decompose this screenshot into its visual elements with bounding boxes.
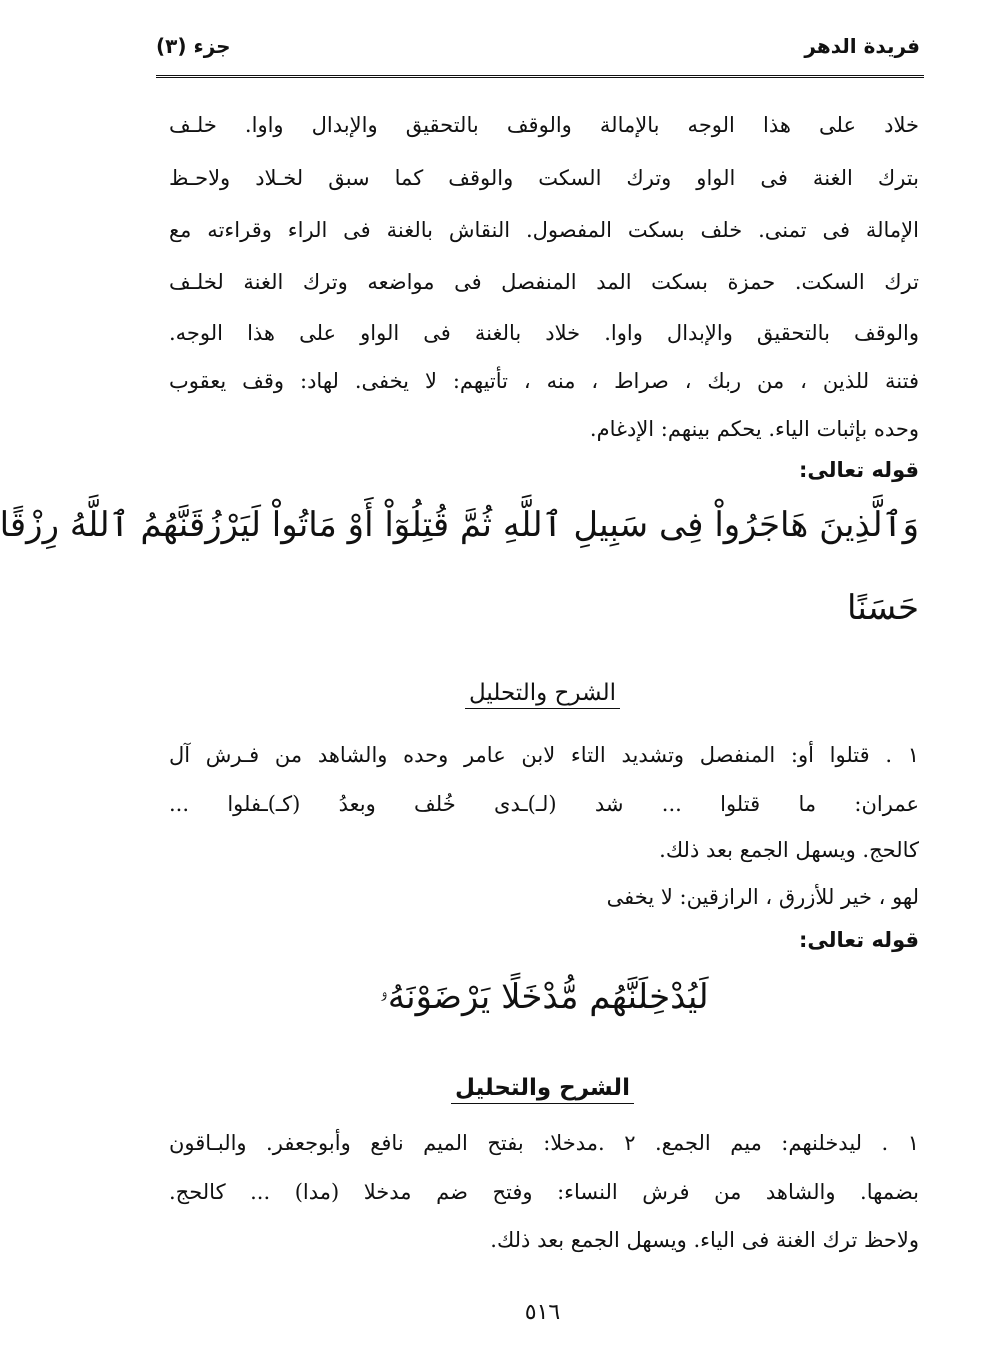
- section-title-text: الشرح والتحليل: [451, 1075, 634, 1104]
- book-title: فريدة الدهر: [804, 34, 920, 58]
- section-title: [78, 1075, 1007, 1101]
- text-line: الإمالة فى تمنى. خلف بسكت المفصول. النقاش بالغنة فى الراء وقراءته مع: [169, 218, 919, 242]
- text-line: بترك الغنة فى الواو وترك السكت والوقف كما سبق لخـلاد ولاحـظ: [169, 166, 919, 190]
- explanation-line: ١ . قتلوا أو: المنفصل وتشديد التاء لابن عامر وحده والشاهد من فـرش آل: [169, 743, 919, 767]
- text-line: ترك السكت. حمزة بسكت المد المنفصل فى مواضعه وترك الغنة لخلـف: [169, 270, 919, 294]
- quran-verse-line: حَسَنًا: [847, 588, 919, 628]
- verse-label: قوله تعالى:: [798, 928, 919, 952]
- explanation-line: بضمها. والشاهد من فرش النساء: وفتح ضم مدخلا (مدا) ... كالحج.: [169, 1180, 919, 1204]
- quran-verse-line: لَيُدْخِلَنَّهُم مُّدْخَلًا يَرْضَوْنَهُۥ: [379, 977, 709, 1017]
- text-line: والوقف بالتحقيق والإبدال واوا. خلاد بالغنة فى الواو على هذا الوجه.: [169, 321, 919, 345]
- explanation-line: كالحج. ويسهل الجمع بعد ذلك.: [659, 838, 919, 862]
- note-line: فتنة للذين ، من ربك ، صراط ، منه ، تأتيهم: لا يخفى. لهاد: وقف يعقوب: [169, 369, 919, 393]
- header-rule: [156, 75, 924, 81]
- page-number: ٥١٦: [524, 1300, 561, 1325]
- note-line: لهو ، خير للأزرق ، الرازقين: لا يخفى: [606, 885, 919, 909]
- explanation-line: ١ . ليدخلنهم: ميم الجمع. ٢ .مدخلا: بفتح الميم نافع وأبوجعفر. والبـاقون: [169, 1131, 920, 1155]
- explanation-line: عمران: ما قتلوا ... شد (لـ)ـدى خُلف وبعدُ (كـ)ـفلوا ...: [169, 792, 919, 816]
- text-line: خلاد على هذا الوجه بالإمالة والوقف بالتحقيق والإبدال واوا. خلـف: [169, 113, 919, 137]
- verse-label: قوله تعالى:: [798, 458, 919, 482]
- section-title: [78, 680, 1007, 706]
- section-title-text: الشرح والتحليل: [465, 680, 620, 709]
- page-header: [156, 30, 920, 70]
- part-label: جزء (٣): [156, 34, 231, 58]
- quran-verse-line: وَٱلَّذِينَ هَاجَرُواْ فِى سَبِيلِ ٱللَّهِ ثُمَّ قُتِلُوٓاْ أَوْ مَاتُواْ لَيَرْزُقَنَّهُمُ ٱللَّهُ رِزْقًا: [0, 505, 919, 545]
- note-line: وحده بإثبات الياء. يحكم بينهم: الإدغام.: [589, 417, 919, 441]
- explanation-line: ولاحظ ترك الغنة فى الياء. ويسهل الجمع بعد ذلك.: [490, 1228, 919, 1252]
